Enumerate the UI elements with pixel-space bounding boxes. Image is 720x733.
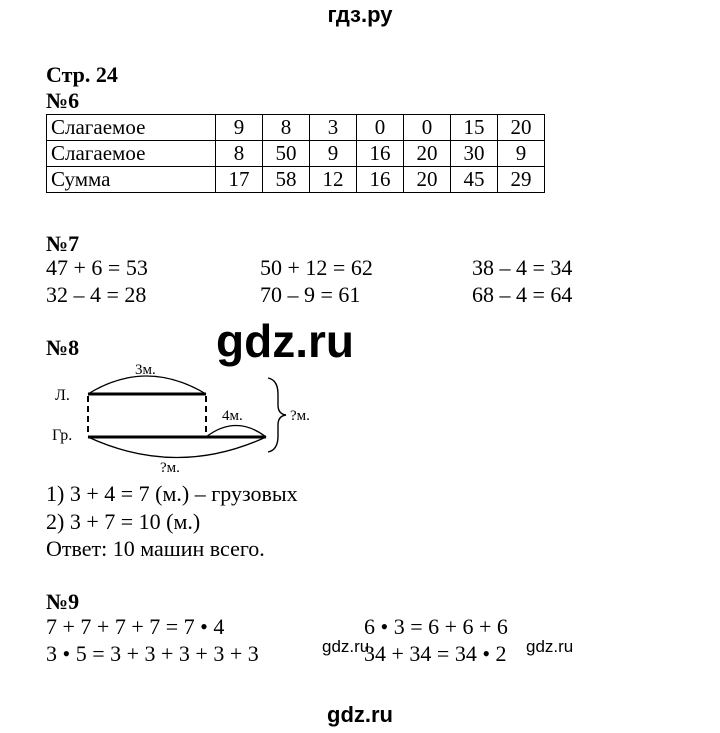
table-cell: 0 (357, 115, 404, 141)
page-number: Стр. 24 (46, 62, 118, 87)
solution-line: 2) 3 + 7 = 10 (м.) (46, 509, 201, 534)
equation: 6 • 3 = 6 + 6 + 6 (364, 614, 508, 639)
top-arc (88, 376, 206, 394)
total-brace (268, 378, 286, 452)
task9-title: №9 (46, 589, 80, 614)
task7-title: №7 (46, 231, 80, 256)
label-l: Л. (55, 387, 70, 404)
table-cell: 9 (310, 141, 357, 167)
equation: 3 • 5 = 3 + 3 + 3 + 3 + 3 (46, 641, 259, 666)
table-cell: 16 (357, 167, 404, 193)
row-label: Слагаемое (47, 115, 216, 141)
table-cell: 20 (404, 141, 451, 167)
label-top-len: 3м. (135, 362, 156, 378)
equation: 47 + 6 = 53 (46, 255, 148, 280)
equation: 68 – 4 = 64 (472, 282, 573, 307)
equation: 32 – 4 = 28 (46, 282, 147, 307)
row-label: Слагаемое (47, 141, 216, 167)
table-cell: 30 (451, 141, 498, 167)
table-cell: 8 (263, 115, 310, 141)
task6-title: №6 (46, 88, 80, 113)
label-extra-len: 4м. (222, 408, 243, 424)
table-cell: 17 (216, 167, 263, 193)
watermark-small: gdz.ru (526, 637, 574, 656)
table-cell: 12 (310, 167, 357, 193)
table-cell: 15 (451, 115, 498, 141)
label-gr: Гр. (52, 427, 73, 444)
equation: 7 + 7 + 7 + 7 = 7 • 4 (46, 614, 225, 639)
extra-arc (206, 426, 266, 438)
watermark-logo: gdz.ru (216, 315, 354, 367)
table-cell: 20 (404, 167, 451, 193)
table-cell: 20 (498, 115, 545, 141)
answer-line: Ответ: 10 машин всего. (46, 536, 265, 561)
table-cell: 0 (404, 115, 451, 141)
table-cell: 50 (263, 141, 310, 167)
table-cell: 29 (498, 167, 545, 193)
table-cell: 58 (263, 167, 310, 193)
label-total-q: ?м. (290, 408, 310, 424)
equation: 38 – 4 = 34 (472, 255, 573, 280)
table-cell: 3 (310, 115, 357, 141)
label-bottom-q: ?м. (160, 460, 180, 476)
watermark-small: gdz.ru (322, 637, 370, 656)
row-label: Сумма (47, 167, 216, 193)
table-cell: 16 (357, 141, 404, 167)
equation: 34 + 34 = 34 • 2 (364, 641, 507, 666)
footer-watermark: gdz.ru (327, 702, 393, 727)
table-cell: 9 (498, 141, 545, 167)
site-header: гдз.ру (327, 2, 393, 27)
table-cell: 8 (216, 141, 263, 167)
equation: 50 + 12 = 62 (260, 255, 373, 280)
table-cell: 9 (216, 115, 263, 141)
solution-line: 1) 3 + 4 = 7 (м.) – грузовых (46, 481, 298, 506)
task8-title: №8 (46, 335, 80, 360)
table-cell: 45 (451, 167, 498, 193)
bottom-arc (88, 437, 266, 458)
equation: 70 – 9 = 61 (260, 282, 361, 307)
